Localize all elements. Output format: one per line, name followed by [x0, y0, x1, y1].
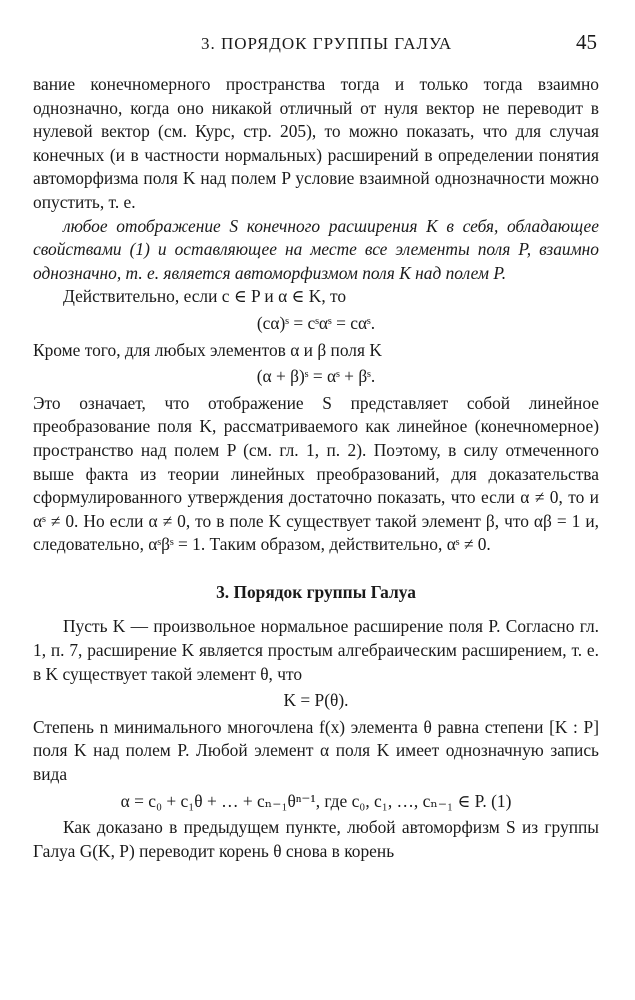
formula-element-representation: α = c₀ + c₁θ + … + cₙ₋₁θⁿ⁻¹, где c₀, c₁, …, cₙ₋₁ ∈ P. (1) — [120, 790, 512, 811]
section-heading: 3. Порядок группы Галуа — [216, 581, 416, 602]
theorem-statement: любое отображение S конечного расширения K в себя, обладающее свойствами (1) и оставляющее на месте все элементы поля P, взаимно однозначно, т. е. является автоморфизмом поля K над полем P. — [33, 215, 599, 283]
paragraph-sum-property: Кроме того, для любых элементов α и β поля K — [33, 339, 382, 360]
formula-scalar-product: (cα)ˢ = cˢαˢ = cαˢ. — [256, 312, 376, 333]
paragraph-degree: Степень n минимального многочлена f(x) элемента θ равна степени [K : P] поля K над полем P. Любой элемент α поля K имеет однозначную запись вида — [33, 716, 599, 785]
page-number: 45 — [576, 30, 597, 54]
header-title: 3. ПОРЯДОК ГРУППЫ ГАЛУА — [201, 34, 453, 53]
running-header — [33, 30, 599, 58]
proof-start: Действительно, если c ∈ P и α ∈ K, то — [63, 286, 347, 307]
body-text — [33, 73, 599, 863]
paragraph-automorphism: Как доказано в предыдущем пункте, любой автоморфизм S из группы Галуа G(K, P) переводит корень θ снова в корень — [33, 817, 599, 861]
paragraph-continuation: вание конечномерного пространства тогда и только тогда взаимно однозначно, когда оно никакой отличный от нуля вектор не переводит в нулевой вектор (см. Курс, стр. 205), то можно показать, что для случая конечных (и в частности нормальных) расширений в определении понятия автоморфизма поля K над полем P условие взаимной однозначности можно опустить, т. е. — [33, 74, 599, 212]
formula-sum: (α + β)ˢ = αˢ + βˢ. — [256, 366, 376, 387]
paragraph-normal-extension: Пусть K — произвольное нормальное расширение поля P. Согласно гл. 1, п. 7, расширение K является простым алгебраическим расширением, т. е. в K существует такой элемент θ, что — [33, 616, 599, 684]
paragraph-linear-transformation: Это означает, что отображение S представляет собой линейное преобразование поля K, рассматриваемого как линейное (конечномерное) пространство над полем P (см. гл. 1, п. 2). Поэтому, в силу отмеченного выше факта из теории линейных преобразований, для доказательства сформулированного утверждения достаточно показать, что если α ≠ 0, то и αˢ ≠ 0. Но если α ≠ 0, то в поле K существует такой элемент β, что αβ = 1 и, следовательно, αˢβˢ = 1. Таким образом, действительно, αˢ ≠ 0. — [33, 392, 599, 555]
formula-simple-extension: K = P(θ). — [283, 690, 349, 711]
